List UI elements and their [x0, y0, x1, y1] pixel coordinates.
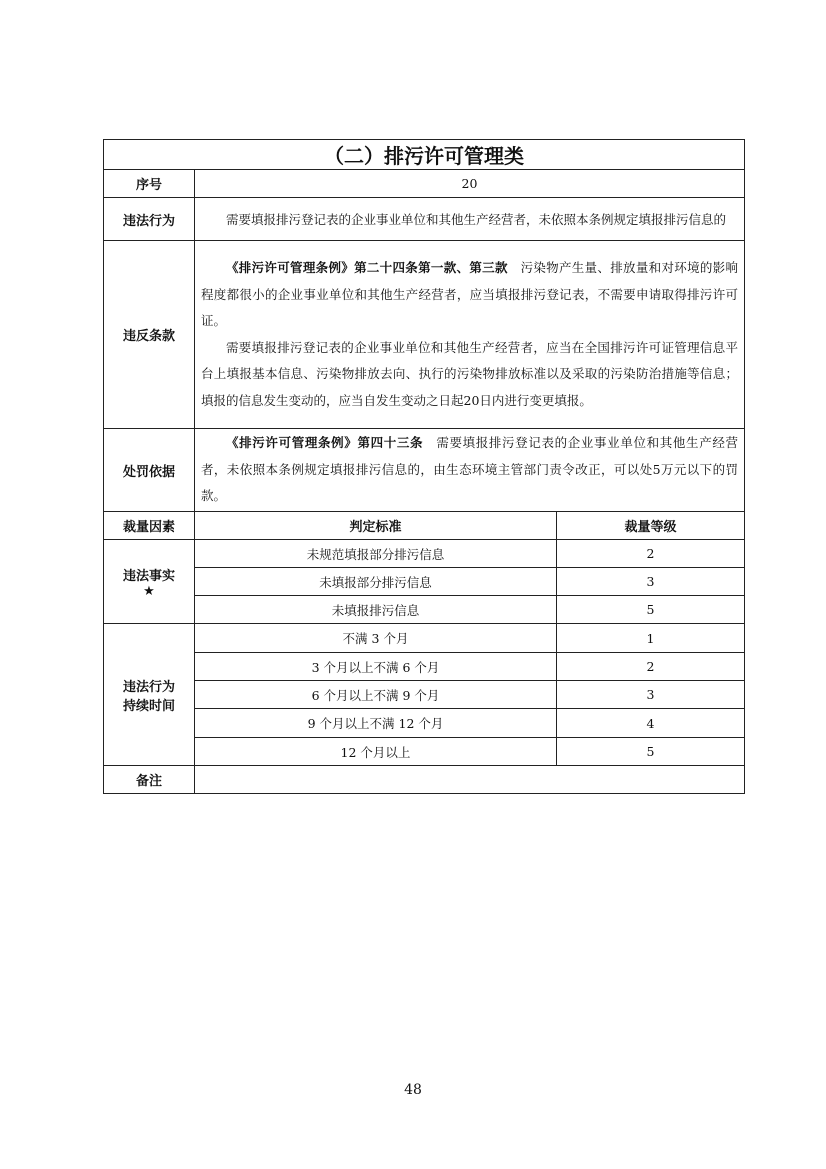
duration-criteria: 不满 3 个月: [195, 624, 557, 653]
duration-criteria: 6 个月以上不满 9 个月: [195, 681, 557, 709]
facts-level: 3: [557, 568, 745, 596]
facts-criteria: 未填报部分排污信息: [195, 568, 557, 596]
duration-level: 2: [557, 653, 745, 681]
remarks-value: [195, 766, 745, 794]
violation-text: 需要填报排污登记表的企业事业单位和其他生产经营者，未依照本条例规定填报排污信息的: [195, 198, 745, 241]
header-factor: 裁量因素: [104, 512, 195, 540]
duration-level: 4: [557, 709, 745, 738]
penalty-basis-body: 需要填报排污登记表的企业事业单位和其他生产经营者，未依照本条例规定填报排污信息的，由生态环境主管部门责令改正，可以处5万元以下的罚款。: [201, 435, 738, 504]
serial-label: 序号: [104, 170, 195, 198]
penalty-reference: 《排污许可管理条例》第四十三条: [226, 435, 424, 451]
penalty-basis-label: 处罚依据: [104, 429, 195, 512]
header-criteria: 判定标准: [195, 512, 557, 540]
facts-label: 违法事实 ★: [104, 540, 195, 624]
facts-criteria: 未规范填报部分排污信息: [195, 540, 557, 568]
header-level: 裁量等级: [557, 512, 745, 540]
violation-label: 违法行为: [104, 198, 195, 241]
section-title: （二）排污许可管理类: [104, 140, 745, 170]
clause-reference: 《排污许可管理条例》第二十四条第一款、第三款: [226, 260, 508, 275]
page-number: 48: [404, 1082, 422, 1098]
duration-criteria: 3 个月以上不满 6 个月: [195, 653, 557, 681]
clause-paragraph-2: 需要填报排污登记表的企业事业单位和其他生产经营者，应当在全国排污许可证管理信息平台上填报基本信息、污染物排放去向、执行的污染物排放标准以及采取的污染防治措施等信息；填报的信息发生变动的，应当自发生变动之日起20日内进行变更填报。: [201, 339, 738, 408]
remarks-label: 备注: [104, 766, 195, 794]
duration-label: 违法行为 持续时间: [104, 624, 195, 766]
duration-level: 5: [557, 738, 745, 766]
violated-clause-text: [195, 241, 745, 429]
duration-level: 3: [557, 681, 745, 709]
violated-clause-label: 违反条款: [104, 241, 195, 429]
facts-level: 5: [557, 596, 745, 624]
penalty-table: [103, 139, 745, 794]
duration-criteria: 9 个月以上不满 12 个月: [195, 709, 557, 738]
duration-criteria: 12 个月以上: [195, 738, 557, 766]
clause-paragraph-1: 污染物产生量、排放量和对环境的影响程度都很小的企业事业单位和其他生产经营者，应当填报排污登记表，不需要申请取得排污许可证。: [201, 260, 738, 328]
facts-level: 2: [557, 540, 745, 568]
facts-criteria: 未填报排污信息: [195, 596, 557, 624]
serial-value: 20: [195, 170, 745, 198]
star-icon: ★: [143, 583, 155, 599]
penalty-basis-text: [195, 429, 745, 512]
duration-level: 1: [557, 624, 745, 653]
